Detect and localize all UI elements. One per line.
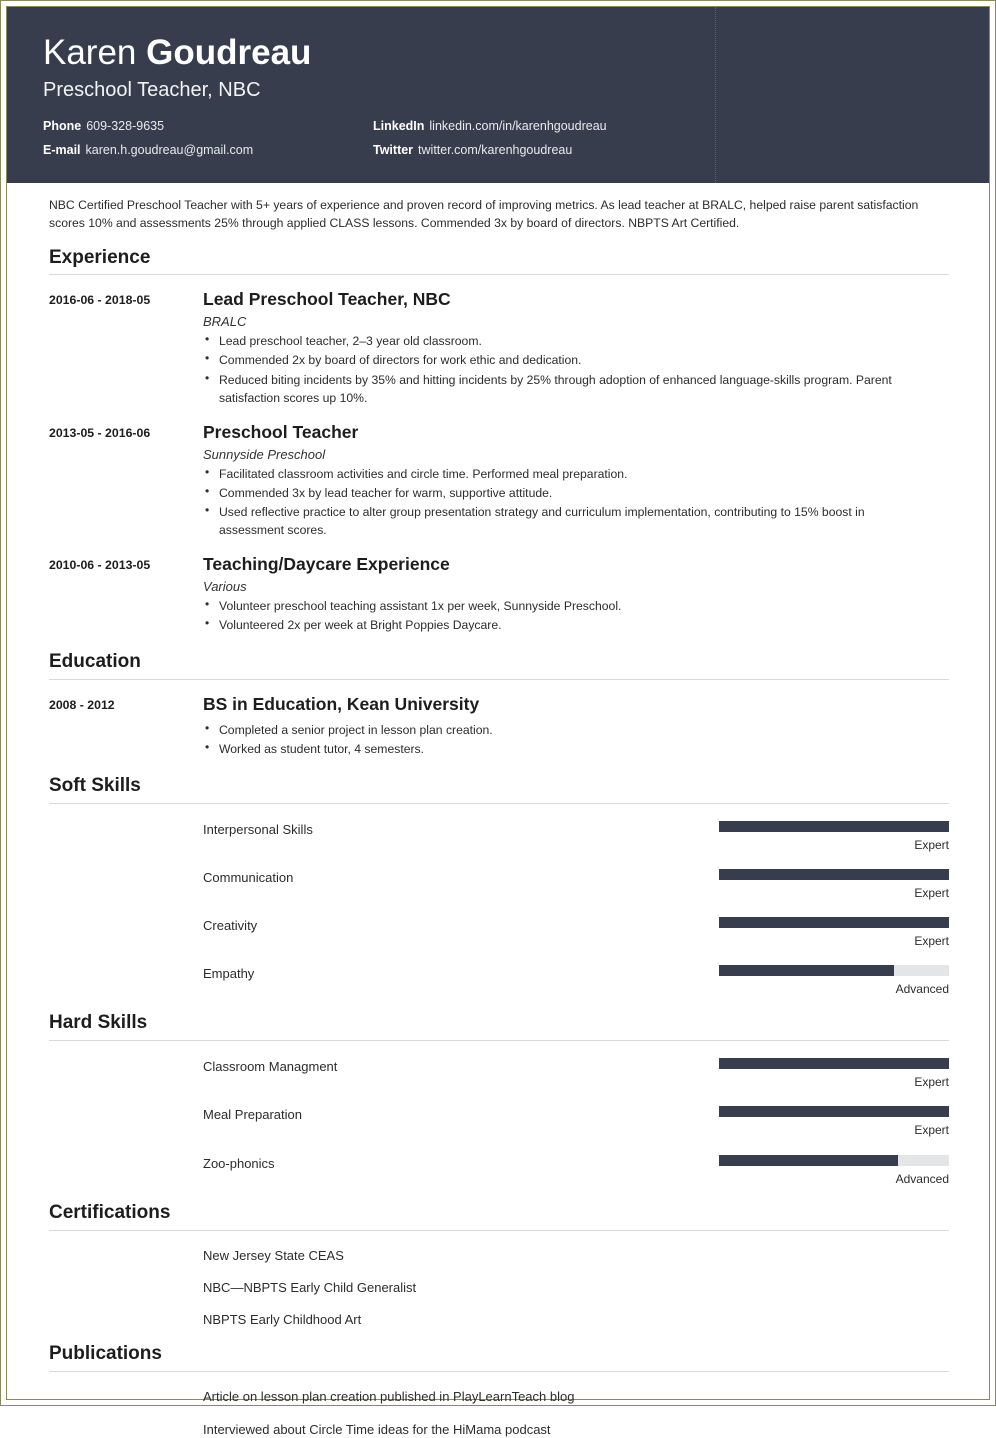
hard-skill-meter [719,1106,949,1137]
experience-entry-title: Lead Preschool Teacher, NBC [203,289,451,310]
skill-bar-fill [719,869,949,880]
publication-item: Article on lesson plan creation published in PlayLearnTeach blog [203,1389,575,1405]
skill-bar-track [719,1058,949,1069]
professional-summary: NBC Certified Preschool Teacher with 5+ years of experience and proven record of improving metrics. As lead teacher at BRALC, helped raise parent satisfaction scores 10% and assessments 25% through applied CLASS lessons. Commended 3x by board of directors. NBPTS Art Certified. [49,198,919,231]
skill-bar-fill [719,1155,898,1166]
hard-skill-level: Advanced [895,1171,949,1186]
skill-bar-track [719,917,949,928]
education-entry-date: 2008 - 2012 [49,697,115,712]
experience-entry-date: 2016-06 - 2018-05 [49,293,151,308]
bullet-item: • Lead preschool teacher, 2–3 year old classroom. [203,332,949,350]
hard-skill-level: Expert [914,1075,949,1090]
certification-item: New Jersey State CEAS [203,1247,344,1263]
soft-skill-level: Advanced [895,982,949,997]
hard-skill-row [49,1058,949,1089]
hard-skill-meter [719,1155,949,1186]
certification-item: NBPTS Early Childhood Art [203,1312,362,1328]
skill-bar-track [719,869,949,880]
experience-entry-bullets [203,597,949,634]
experience-entry-title: Preschool Teacher [203,421,359,442]
contact-phone [43,119,373,133]
section-title-experience: Experience [49,247,949,276]
contact-twitter-value[interactable]: twitter.com/karenhgoudreau [418,143,573,158]
candidate-name [43,33,989,72]
hard-skill-meter [719,1058,949,1089]
hard-skill-row [49,1155,949,1186]
experience-entry-main [203,422,949,540]
education-entry-title: BS in Education, Kean University [203,693,480,714]
bullet-item: • Volunteered 2x per week at Bright Poppies Daycare. [203,616,949,634]
soft-skill-meter [719,917,949,948]
publication-item: Interviewed about Circle Time ideas for the HiMama podcast [203,1421,551,1437]
soft-skill-name: Interpersonal Skills [203,821,313,837]
skill-bar-track [719,821,949,832]
soft-skill-row [49,917,949,948]
resume-header [7,7,989,183]
soft-skill-name: Empathy [203,966,255,982]
hard-skill-name: Zoo-phonics [203,1155,275,1171]
contact-linkedin[interactable] [373,119,989,133]
experience-entry [49,554,949,635]
contact-twitter[interactable] [373,143,989,157]
bullet-item: • Reduced biting incidents by 35% and hitting incidents by 25% through adoption of enhanced language-skills program. Parent satisfaction scores up 10%. [203,371,949,407]
soft-skill-level: Expert [914,885,949,900]
skill-bar-track [719,1106,949,1117]
soft-skill-meter [719,965,949,996]
education-entry [49,694,949,759]
contact-phone-value: 609-328-9635 [86,119,165,134]
contact-details [43,119,989,157]
candidate-first-name: Karen [43,33,137,72]
soft-skill-name: Creativity [203,918,258,934]
hard-skill-level: Expert [914,1123,949,1138]
soft-skill-meter [719,821,949,852]
section-title-soft-skills: Soft Skills [49,775,949,804]
soft-skill-row [49,965,949,996]
experience-entry [49,289,949,407]
resume-sheet [6,6,990,1437]
contact-twitter-label: Twitter [373,143,414,158]
bullet-item: • Commended 2x by board of directors for work ethic and dedication. [203,351,949,369]
contact-phone-label: Phone [43,119,82,134]
education-entry-main [203,694,949,759]
soft-skill-meter [719,869,949,900]
soft-skill-level: Expert [914,934,949,949]
skill-bar-fill [719,1058,949,1069]
soft-skill-level: Expert [914,837,949,852]
bullet-item: • Commended 3x by lead teacher for warm, supportive attitude. [203,484,949,502]
hard-skill-name: Classroom Managment [203,1059,338,1075]
experience-entry-org: Sunnyside Preschool [203,446,326,462]
section-title-education: Education [49,651,949,680]
certification-item: NBC—NBPTS Early Child Generalist [203,1279,417,1295]
experience-entry-bullets [203,332,949,406]
skill-bar-fill [719,1106,949,1117]
experience-entry [49,422,949,540]
experience-entry-date: 2013-05 - 2016-06 [49,425,151,440]
soft-skill-row [49,869,949,900]
skill-bar-track [719,1155,949,1166]
experience-entry-bullets [203,465,949,539]
soft-skill-row [49,821,949,852]
contact-linkedin-value[interactable]: linkedin.com/in/karenhgoudreau [429,119,607,134]
skill-bar-fill [719,965,894,976]
contact-email[interactable] [43,143,373,157]
experience-entry-org: Various [203,578,247,594]
bullet-item: • Completed a senior project in lesson plan creation. [203,721,949,739]
bullet-item: • Worked as student tutor, 4 semesters. [203,740,949,758]
experience-entry-main [203,554,949,635]
bullet-item: • Volunteer preschool teaching assistant 1x per week, Sunnyside Preschool. [203,597,949,615]
experience-entry-main [203,289,949,407]
experience-entry-title: Teaching/Daycare Experience [203,553,450,574]
hard-skill-row [49,1106,949,1137]
resume-body [7,196,989,1438]
section-title-hard-skills: Hard Skills [49,1012,949,1041]
section-title-certifications: Certifications [49,1202,949,1231]
hard-skill-name: Meal Preparation [203,1107,302,1123]
header-vertical-divider [715,7,717,183]
candidate-job-title: Preschool Teacher, NBC [43,79,261,102]
bullet-item: • Used reflective practice to alter group presentation strategy and curriculum implementation, contributing to 15% boost in assessment scores. [203,503,949,539]
skill-bar-track [719,965,949,976]
bullet-item: • Facilitated classroom activities and circle time. Performed meal preparation. [203,465,949,483]
education-entry-bullets [203,721,949,758]
experience-entry-org: BRALC [203,314,247,330]
contact-email-value[interactable]: karen.h.goudreau@gmail.com [85,143,254,158]
experience-entry-date: 2010-06 - 2013-05 [49,557,151,572]
skill-bar-fill [719,917,949,928]
section-title-publications: Publications [49,1343,949,1372]
contact-email-label: E-mail [43,143,81,158]
skill-bar-fill [719,821,949,832]
candidate-last-name: Goudreau [146,33,312,72]
soft-skill-name: Communication [203,869,294,885]
contact-linkedin-label: LinkedIn [373,119,425,134]
